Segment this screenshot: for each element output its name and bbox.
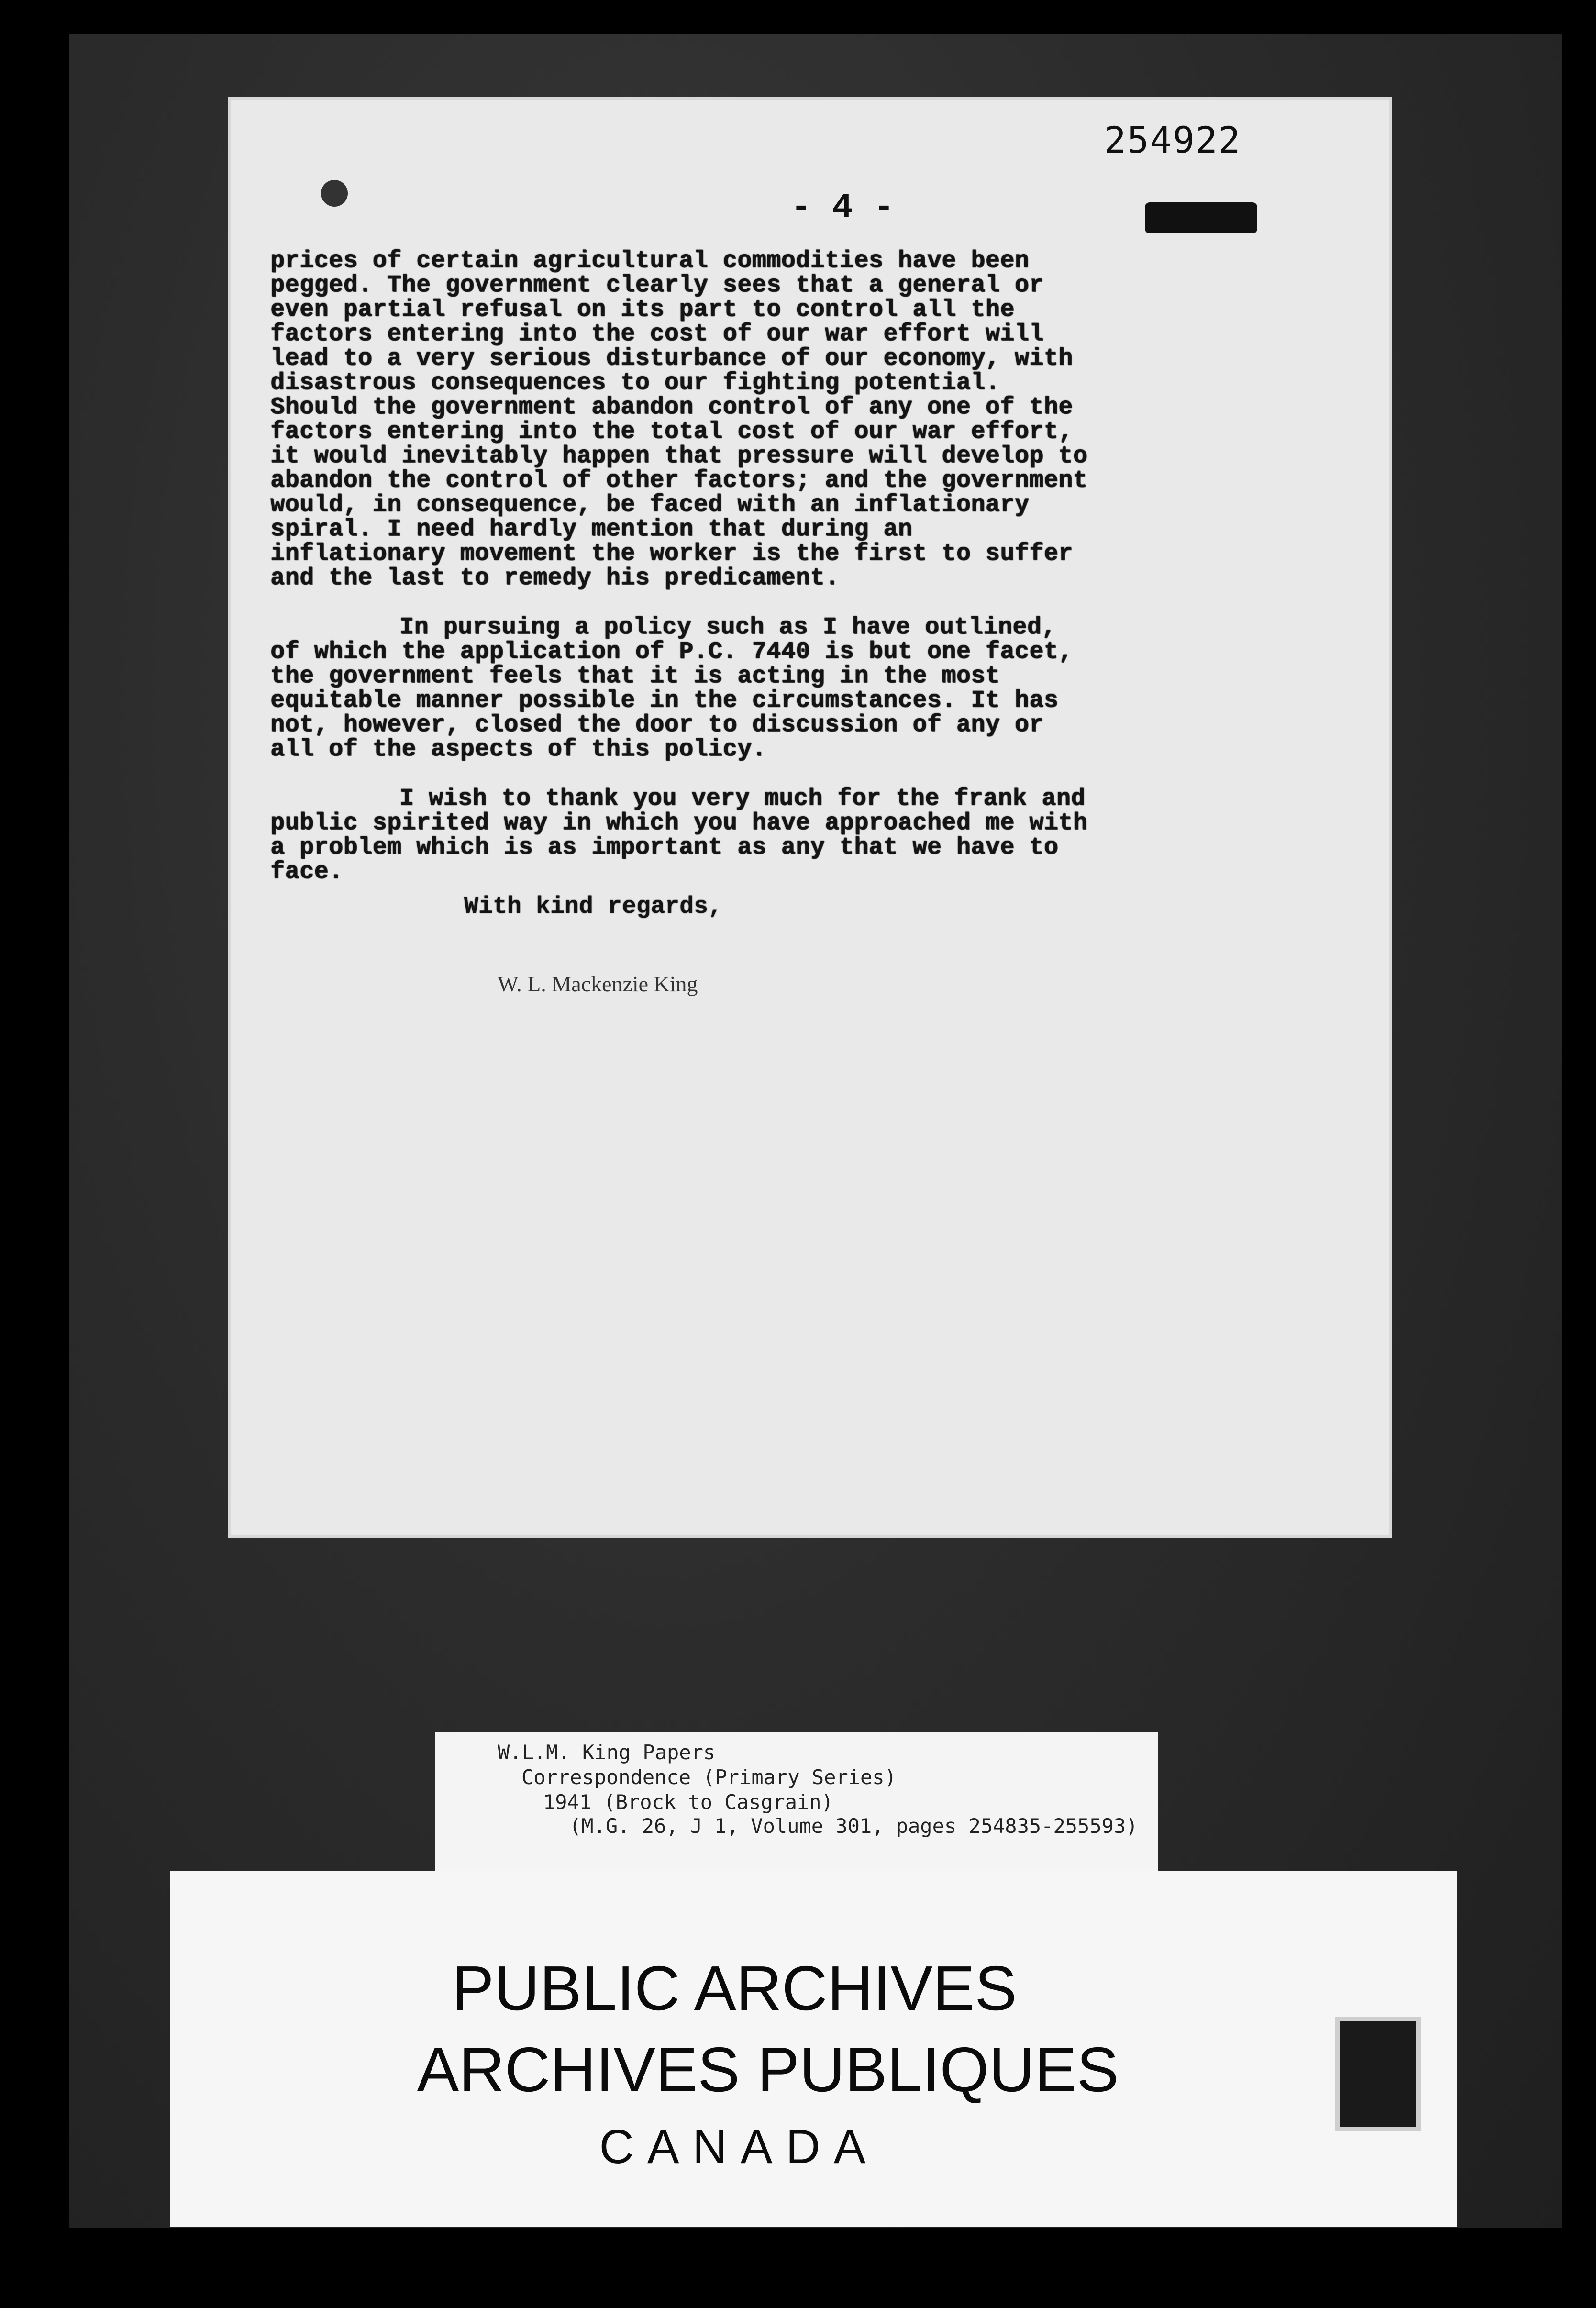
banner-title-english: PUBLIC ARCHIVES bbox=[452, 1953, 1017, 2023]
banner-title-french: ARCHIVES PUBLIQUES bbox=[417, 2034, 1119, 2105]
label-line-3: 1941 (Brock to Casgrain) bbox=[543, 1790, 833, 1814]
letter-body bbox=[270, 249, 1098, 909]
archive-label-card bbox=[435, 1732, 1158, 1880]
document-number: 254922 bbox=[1104, 119, 1241, 161]
punch-hole bbox=[321, 180, 348, 207]
signature: W. L. Mackenzie King bbox=[498, 972, 698, 996]
page-number: - 4 - bbox=[791, 188, 895, 227]
archive-tab-marker bbox=[1335, 2017, 1421, 2131]
label-line-2: Correspondence (Primary Series) bbox=[521, 1765, 897, 1789]
label-line-4: (M.G. 26, J 1, Volume 301, pages 254835-255593) bbox=[569, 1814, 1138, 1838]
redaction-mark bbox=[1145, 202, 1257, 233]
archives-banner bbox=[170, 1871, 1457, 2227]
banner-country: CANADA bbox=[599, 2120, 879, 2174]
closing-line: With kind regards, bbox=[464, 893, 723, 921]
paragraph-3: I wish to thank you very much for the frank and public spirited way in which you have approached me with a problem which is as important as any that we have to face. bbox=[270, 785, 1088, 886]
paragraph-2: In pursuing a policy such as I have outlined, of which the application of P.C. 7440 is but one facet, the government feels that it is acting in the most equitable manner possible in the circumstances. It has not, however, closed the door to discussion of any or all of the aspects of this policy. bbox=[270, 614, 1073, 763]
paragraph-1: prices of certain agricultural commodities have been pegged. The government clearly sees that a general or even partial refusal on its part to control all the factors entering into the cost of our war effort will lead to a very serious disturbance of our economy, with disastrous consequences to our fighting potential. Should the government abandon control of any one of the factors entering into the total cost of our war effort, it would inevitably happen that pressure will develop to abandon the control of other factors; and the government would, in consequence, be faced with an inflationary spiral. I need hardly mention that during an inflationary movement the worker is the first to suffer and the last to remedy his predicament. bbox=[270, 247, 1088, 592]
label-line-1: W.L.M. King Papers bbox=[498, 1741, 716, 1764]
